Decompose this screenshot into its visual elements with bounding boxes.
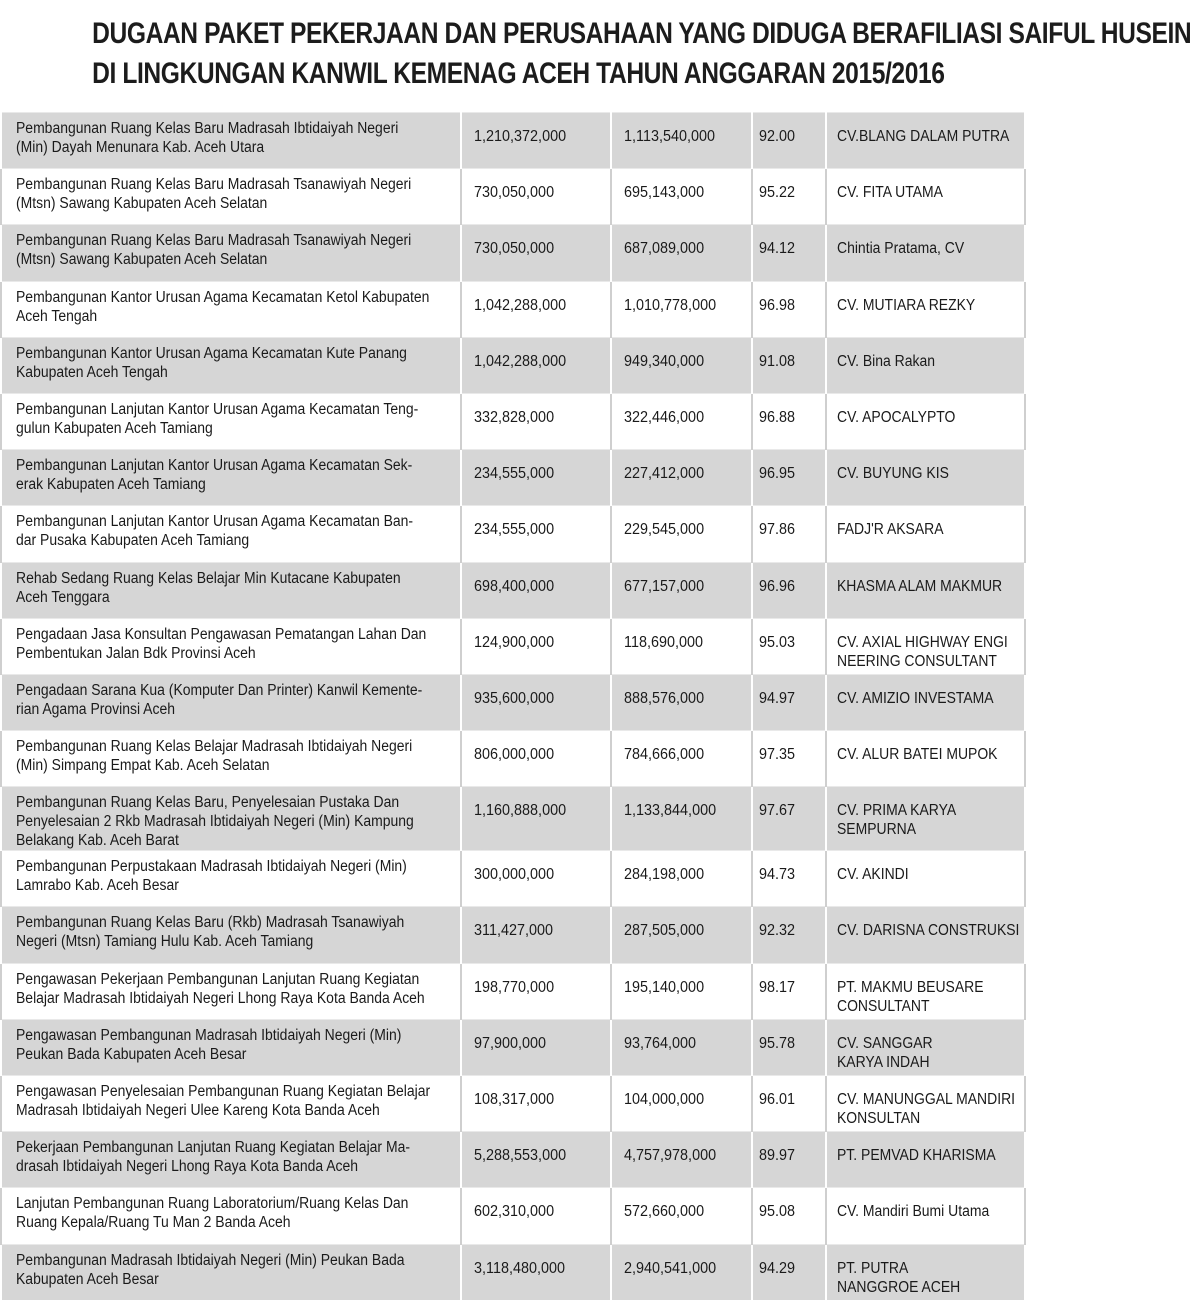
budget-ceiling-text: 300,000,000: [474, 866, 555, 884]
company-name-text: CV. AXIAL HIGHWAY ENGI NEERING CONSULTANT: [837, 633, 1008, 670]
company-name-text: CV. Bina Rakan: [837, 352, 935, 370]
package-description-text: Pembangunan Ruang Kelas Belajar Madrasah Ibtidaiyah Negeri (Min) Simpang Empat Kab. Aceh Selatan: [16, 738, 413, 775]
package-description-cell: [1, 281, 461, 337]
table-row: [1, 787, 1025, 851]
budget-ceiling-text: 5,288,553,000: [474, 1147, 567, 1165]
company-name-cell: [826, 1132, 1025, 1188]
contract-value-text: 1,010,778,000: [624, 296, 717, 314]
contract-value-text: 104,000,000: [624, 1091, 705, 1108]
percentage-text: 94.97: [759, 689, 796, 707]
budget-ceiling-cell: [461, 674, 611, 730]
percentage-cell: [752, 674, 826, 730]
package-description-text: Pembangunan Kantor Urusan Agama Kecamatan Ketol Kabupaten Aceh Tengah: [16, 288, 430, 325]
document-title: [0, 0, 1191, 112]
budget-ceiling-text: 311,427,000: [474, 922, 554, 940]
package-description-text: Pembangunan Perpustakaan Madrasah Ibtidaiyah Negeri (Min) Lamrabo Kab. Aceh Besar: [16, 858, 407, 895]
package-description-cell: [1, 1244, 461, 1300]
contract-value-text: 287,505,000: [624, 922, 705, 940]
company-name-text: PT. PEMVAD KHARISMA: [837, 1147, 996, 1165]
company-name-text: CV. APOCALYPTO: [837, 408, 956, 426]
budget-ceiling-text: 1,042,288,000: [474, 352, 567, 370]
table-row: [1, 907, 1025, 963]
company-name-text: CV. MANUNGGAL MANDIRI KONSULTAN: [837, 1091, 1016, 1127]
budget-ceiling-cell: [461, 851, 611, 907]
budget-ceiling-cell: [461, 963, 611, 1019]
package-description-text: Pembangunan Lanjutan Kantor Urusan Agama Kecamatan Ban- dar Pusaka Kabupaten Aceh Tamiang: [16, 513, 414, 550]
budget-ceiling-cell: [461, 1132, 611, 1188]
company-name-cell: [826, 1019, 1025, 1075]
contract-value-cell: [611, 506, 752, 562]
budget-ceiling-text: 234,555,000: [474, 521, 555, 539]
package-description-text: Pengadaan Sarana Kua (Komputer Dan Printer) Kanwil Kemente- rian Agama Provinsi Aceh: [16, 681, 423, 718]
company-name-text: KHASMA ALAM MAKMUR: [837, 577, 1003, 595]
percentage-cell: [752, 787, 826, 851]
company-name-cell: [826, 562, 1025, 618]
company-name-cell: [826, 281, 1025, 337]
percentage-cell: [752, 337, 826, 393]
package-description-cell: [1, 506, 461, 562]
table-row: [1, 506, 1025, 562]
table-row: [1, 618, 1025, 674]
company-name-cell: [826, 113, 1025, 169]
package-description-text: Pengadaan Jasa Konsultan Pengawasan Pematangan Lahan Dan Pembentukan Jalan Bdk Provinsi Aceh: [16, 625, 427, 662]
percentage-cell: [752, 1244, 826, 1300]
percentage-text: 92.00: [759, 128, 796, 145]
budget-ceiling-text: 1,160,888,000: [474, 802, 567, 820]
company-name-text: CV. DARISNA CONSTRUKSI: [837, 922, 1020, 940]
package-description-cell: [1, 1019, 461, 1075]
package-description-text: Pembangunan Lanjutan Kantor Urusan Agama Kecamatan Sek- erak Kabupaten Aceh Tamiang: [16, 457, 413, 494]
package-description-text: Pembangunan Lanjutan Kantor Urusan Agama Kecamatan Teng- gulun Kabupaten Aceh Tamiang: [16, 400, 419, 437]
budget-ceiling-text: 1,210,372,000: [474, 128, 567, 145]
budget-ceiling-cell: [461, 506, 611, 562]
package-description-cell: [1, 225, 461, 281]
table-row: [1, 281, 1025, 337]
percentage-text: 94.29: [759, 1259, 796, 1277]
percentage-cell: [752, 450, 826, 506]
budget-ceiling-text: 3,118,480,000: [474, 1259, 566, 1277]
contract-value-cell: [611, 618, 752, 674]
budget-ceiling-cell: [461, 393, 611, 449]
company-name-text: PT. PUTRA NANGGROE ACEH: [837, 1259, 961, 1296]
company-name-text: CV.BLANG DALAM PUTRA: [837, 128, 1010, 145]
budget-ceiling-text: 108,317,000: [474, 1091, 555, 1108]
company-name-text: Chintia Pratama, CV: [837, 240, 965, 258]
company-name-cell: [826, 1244, 1025, 1300]
contract-value-text: 227,412,000: [624, 465, 705, 483]
budget-ceiling-text: 234,555,000: [474, 465, 555, 483]
budget-ceiling-cell: [461, 225, 611, 281]
table-row: [1, 225, 1025, 281]
percentage-text: 91.08: [759, 352, 796, 370]
percentage-text: 97.67: [759, 802, 796, 820]
package-description-cell: [1, 1188, 461, 1244]
company-name-text: PT. MAKMU BEUSARE CONSULTANT: [837, 978, 984, 1015]
package-description-cell: [1, 851, 461, 907]
percentage-text: 89.97: [759, 1147, 796, 1165]
table-row: [1, 169, 1025, 225]
budget-ceiling-cell: [461, 1076, 611, 1132]
company-name-text: CV. SANGGAR KARYA INDAH: [837, 1034, 933, 1071]
table-row: [1, 113, 1025, 169]
budget-ceiling-cell: [461, 450, 611, 506]
contract-value-text: 572,660,000: [624, 1203, 705, 1221]
contract-value-cell: [611, 337, 752, 393]
package-description-cell: [1, 393, 461, 449]
contract-value-cell: [611, 731, 752, 787]
percentage-text: 96.95: [759, 465, 796, 483]
percentage-cell: [752, 225, 826, 281]
contract-value-text: 695,143,000: [624, 184, 705, 202]
budget-ceiling-cell: [461, 562, 611, 618]
package-description-cell: [1, 113, 461, 169]
percentage-text: 96.01: [759, 1091, 796, 1108]
company-name-text: CV. ALUR BATEI MUPOK: [837, 746, 998, 764]
table-row: [1, 393, 1025, 449]
percentage-cell: [752, 1076, 826, 1132]
contract-value-text: 93,764,000: [624, 1034, 697, 1052]
package-description-text: Lanjutan Pembangunan Ruang Laboratorium/Ruang Kelas Dan Ruang Kepala/Ruang Tu Man 2 Banda Aceh: [16, 1195, 409, 1232]
percentage-text: 98.17: [759, 978, 796, 996]
percentage-cell: [752, 562, 826, 618]
contract-value-text: 1,113,540,000: [624, 128, 716, 145]
percentage-cell: [752, 506, 826, 562]
company-name-cell: [826, 506, 1025, 562]
company-name-cell: [826, 225, 1025, 281]
package-description-cell: [1, 1076, 461, 1132]
company-name-text: CV. BUYUNG KIS: [837, 465, 949, 483]
budget-ceiling-cell: [461, 787, 611, 851]
company-name-text: CV. MUTIARA REZKY: [837, 296, 976, 314]
contract-value-cell: [611, 113, 752, 169]
budget-ceiling-cell: [461, 731, 611, 787]
package-description-cell: [1, 907, 461, 963]
table-row: [1, 562, 1025, 618]
budget-ceiling-cell: [461, 1019, 611, 1075]
table-row: [1, 963, 1025, 1019]
contract-value-cell: [611, 851, 752, 907]
company-name-text: CV. FITA UTAMA: [837, 184, 943, 202]
budget-ceiling-cell: [461, 907, 611, 963]
table-row: [1, 450, 1025, 506]
company-name-cell: [826, 907, 1025, 963]
title-line-2: DI LINGKUNGAN KANWIL KEMENAG ACEH TAHUN ANGGARAN 2015/2016: [92, 57, 945, 90]
table-row: [1, 674, 1025, 730]
company-name-cell: [826, 787, 1025, 851]
percentage-text: 96.96: [759, 577, 796, 595]
package-description-cell: [1, 169, 461, 225]
contract-value-cell: [611, 1244, 752, 1300]
package-description-text: Pembangunan Ruang Kelas Baru (Rkb) Madrasah Tsanawiyah Negeri (Mtsn) Tamiang Hulu Kab. Aceh Tamiang: [16, 914, 405, 951]
percentage-cell: [752, 851, 826, 907]
contract-value-text: 687,089,000: [624, 240, 705, 258]
contract-value-cell: [611, 225, 752, 281]
package-description-text: Pengawasan Penyelesaian Pembangunan Ruang Kegiatan Belajar Madrasah Ibtidaiyah Negeri Ulee Kareng Kota Banda Aceh: [16, 1083, 431, 1119]
contract-value-text: 284,198,000: [624, 866, 705, 884]
percentage-text: 94.12: [759, 240, 796, 258]
company-name-cell: [826, 450, 1025, 506]
title-line-1: DUGAAN PAKET PEKERJAAN DAN PERUSAHAAN YANG DIDUGA BERAFILIASI SAIFUL HUSEIN: [92, 17, 1191, 50]
percentage-text: 96.98: [759, 296, 796, 314]
percentage-cell: [752, 731, 826, 787]
contract-value-cell: [611, 674, 752, 730]
contract-value-text: 949,340,000: [624, 352, 705, 370]
budget-ceiling-text: 730,050,000: [474, 240, 555, 258]
package-description-cell: [1, 1132, 461, 1188]
contract-value-cell: [611, 907, 752, 963]
contract-value-text: 4,757,978,000: [624, 1147, 717, 1165]
table-row: [1, 1019, 1025, 1075]
contract-value-cell: [611, 1188, 752, 1244]
contract-value-text: 322,446,000: [624, 408, 705, 426]
percentage-cell: [752, 169, 826, 225]
budget-ceiling-text: 806,000,000: [474, 746, 555, 764]
package-description-cell: [1, 562, 461, 618]
percentage-text: 95.78: [759, 1034, 796, 1052]
percentage-cell: [752, 963, 826, 1019]
percentage-cell: [752, 618, 826, 674]
contract-value-text: 888,576,000: [624, 689, 705, 707]
company-name-cell: [826, 1076, 1025, 1132]
percentage-text: 95.22: [759, 184, 796, 202]
package-description-cell: [1, 787, 461, 851]
company-name-text: CV. AMIZIO INVESTAMA: [837, 689, 994, 707]
table-body: [1, 113, 1025, 1301]
company-name-cell: [826, 337, 1025, 393]
package-description-text: Pembangunan Ruang Kelas Baru Madrasah Tsanawiyah Negeri (Mtsn) Sawang Kabupaten Aceh Selatan: [16, 176, 412, 213]
package-description-text: Pengawasan Pekerjaan Pembangunan Lanjutan Ruang Kegiatan Belajar Madrasah Ibtidaiyah Negeri Lhong Raya Kota Banda Aceh: [16, 970, 425, 1007]
company-name-cell: [826, 1188, 1025, 1244]
budget-ceiling-text: 198,770,000: [474, 978, 555, 996]
budget-ceiling-text: 97,900,000: [474, 1034, 547, 1052]
budget-ceiling-cell: [461, 281, 611, 337]
contract-value-cell: [611, 450, 752, 506]
package-description-text: Pembangunan Kantor Urusan Agama Kecamatan Kute Panang Kabupaten Aceh Tengah: [16, 344, 407, 381]
contract-value-cell: [611, 1132, 752, 1188]
percentage-cell: [752, 281, 826, 337]
percentage-cell: [752, 1019, 826, 1075]
package-description-text: Pembangunan Ruang Kelas Baru Madrasah Tsanawiyah Negeri (Mtsn) Sawang Kabupaten Aceh Selatan: [16, 232, 412, 269]
procurement-table: [0, 112, 1026, 1300]
contract-value-text: 195,140,000: [624, 978, 705, 996]
contract-value-cell: [611, 281, 752, 337]
company-name-text: CV. PRIMA KARYA SEMPURNA: [837, 802, 957, 839]
table-row: [1, 1244, 1025, 1300]
table-row: [1, 1188, 1025, 1244]
percentage-text: 97.35: [759, 746, 796, 764]
company-name-text: FADJ'R AKSARA: [837, 521, 944, 539]
contract-value-cell: [611, 1076, 752, 1132]
table-row: [1, 851, 1025, 907]
contract-value-text: 2,940,541,000: [624, 1259, 717, 1277]
percentage-cell: [752, 1132, 826, 1188]
contract-value-cell: [611, 169, 752, 225]
budget-ceiling-text: 602,310,000: [474, 1203, 555, 1221]
budget-ceiling-text: 124,900,000: [474, 633, 555, 651]
package-description-cell: [1, 450, 461, 506]
company-name-text: CV. Mandiri Bumi Utama: [837, 1203, 990, 1221]
company-name-text: CV. AKINDI: [837, 866, 909, 884]
budget-ceiling-cell: [461, 1188, 611, 1244]
contract-value-cell: [611, 787, 752, 851]
package-description-cell: [1, 731, 461, 787]
package-description-text: Pekerjaan Pembangunan Lanjutan Ruang Kegiatan Belajar Ma- drasah Ibtidaiyah Negeri Lhong Raya Kota Banda Aceh: [16, 1139, 410, 1176]
percentage-text: 97.86: [759, 521, 796, 539]
table-row: [1, 1076, 1025, 1132]
package-description-cell: [1, 337, 461, 393]
budget-ceiling-cell: [461, 337, 611, 393]
package-description-cell: [1, 963, 461, 1019]
contract-value-text: 1,133,844,000: [624, 802, 717, 820]
company-name-cell: [826, 393, 1025, 449]
table-row: [1, 731, 1025, 787]
budget-ceiling-cell: [461, 169, 611, 225]
package-description-text: Pembangunan Ruang Kelas Baru Madrasah Ibtidaiyah Negeri (Min) Dayah Menunara Kab. Aceh Utara: [16, 120, 399, 156]
contract-value-cell: [611, 1019, 752, 1075]
percentage-cell: [752, 113, 826, 169]
percentage-text: 94.73: [759, 866, 796, 884]
package-description-text: Pengawasan Pembangunan Madrasah Ibtidaiyah Negeri (Min) Peukan Bada Kabupaten Aceh Besar: [16, 1026, 402, 1063]
company-name-cell: [826, 851, 1025, 907]
table-row: [1, 337, 1025, 393]
package-description-cell: [1, 674, 461, 730]
package-description-text: Rehab Sedang Ruang Kelas Belajar Min Kutacane Kabupaten Aceh Tenggara: [16, 569, 401, 606]
percentage-cell: [752, 907, 826, 963]
contract-value-text: 229,545,000: [624, 521, 705, 539]
budget-ceiling-cell: [461, 113, 611, 169]
contract-value-cell: [611, 562, 752, 618]
budget-ceiling-cell: [461, 618, 611, 674]
table-row: [1, 1132, 1025, 1188]
contract-value-text: 118,690,000: [624, 633, 704, 651]
percentage-cell: [752, 393, 826, 449]
company-name-cell: [826, 731, 1025, 787]
company-name-cell: [826, 618, 1025, 674]
percentage-cell: [752, 1188, 826, 1244]
company-name-cell: [826, 963, 1025, 1019]
budget-ceiling-text: 698,400,000: [474, 577, 555, 595]
percentage-text: 95.03: [759, 633, 796, 651]
package-description-text: Pembangunan Madrasah Ibtidaiyah Negeri (Min) Peukan Bada Kabupaten Aceh Besar: [16, 1251, 405, 1288]
package-description-text: Pembangunan Ruang Kelas Baru, Penyelesaian Pustaka Dan Penyelesaian 2 Rkb Madrasah Ibtidaiyah Negeri (Min) Kampung Belakang Kab. Aceh Barat: [16, 794, 414, 850]
percentage-text: 95.08: [759, 1203, 796, 1221]
contract-value-text: 784,666,000: [624, 746, 705, 764]
percentage-text: 92.32: [759, 922, 796, 940]
budget-ceiling-text: 935,600,000: [474, 689, 555, 707]
percentage-text: 96.88: [759, 408, 796, 426]
company-name-cell: [826, 169, 1025, 225]
company-name-cell: [826, 674, 1025, 730]
budget-ceiling-text: 730,050,000: [474, 184, 555, 202]
contract-value-cell: [611, 963, 752, 1019]
budget-ceiling-text: 332,828,000: [474, 408, 555, 426]
contract-value-cell: [611, 393, 752, 449]
budget-ceiling-text: 1,042,288,000: [474, 296, 567, 314]
package-description-cell: [1, 618, 461, 674]
contract-value-text: 677,157,000: [624, 577, 705, 595]
budget-ceiling-cell: [461, 1244, 611, 1300]
